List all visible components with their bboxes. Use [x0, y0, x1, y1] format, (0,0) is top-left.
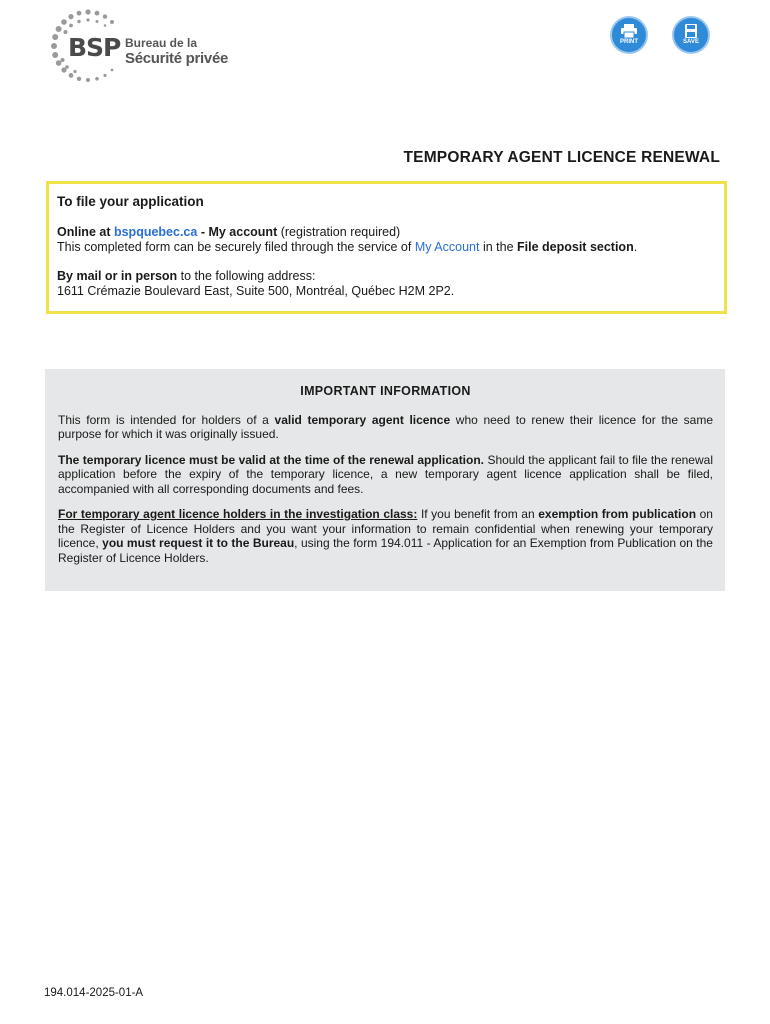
logo-text-line1: Bureau de la: [125, 36, 198, 50]
filed-middle: in the: [482, 240, 514, 254]
online-note: (registration required): [280, 225, 401, 239]
form-number: 194.014-2025-01-A: [44, 987, 144, 999]
save-button[interactable]: [672, 16, 710, 54]
print-label: PRINT: [620, 39, 638, 45]
info-paragraph-1: [58, 413, 713, 442]
filing-heading: To file your application: [57, 194, 204, 209]
bsp-logo: [50, 8, 250, 84]
filed-end: .: [633, 240, 638, 254]
address-line: 1611 Crémazie Boulevard East, Suite 500, Montréal, Québec H2M 2P2.: [57, 284, 455, 298]
p1-text-b: who need to renew their licence for the same purpose for which it was originally issued.: [58, 412, 713, 441]
filing-instructions-box: [46, 181, 727, 314]
logo-text-line2: Sécurité privée: [125, 50, 229, 67]
online-separator: - My account: [200, 225, 278, 239]
logo-abbreviation: BSP: [68, 33, 121, 62]
p3-text-c: , using the form 194.011 - Application for an Exemption from Publication on the Register of Licence Holders.: [58, 536, 713, 565]
p3-bold-1: exemption from publication: [538, 507, 697, 521]
info-paragraph-3: [58, 507, 713, 565]
p3-text-b: on the Register of Licence Holders and you want your information to remain confidential when renewing your temporary licence,: [58, 507, 713, 550]
my-account-link[interactable]: My Account: [414, 240, 480, 254]
info-paragraph-2: [58, 453, 713, 497]
p1-text-a: This form is intended for holders of a: [58, 412, 269, 427]
mail-bold: By mail or in person: [57, 269, 178, 283]
info-heading: IMPORTANT INFORMATION: [300, 384, 471, 398]
filed-line: [57, 240, 714, 255]
p1-bold: valid temporary agent licence: [274, 412, 451, 427]
file-deposit-section: File deposit section: [517, 240, 634, 254]
mail-rest: to the following address:: [180, 269, 316, 283]
online-line: [57, 225, 714, 240]
p3-underlined: For temporary agent licence holders in the investigation class:: [58, 507, 418, 521]
filed-text: This completed form can be securely filed through the service of: [57, 240, 412, 254]
p2-text: Should the applicant fail to file the renewal application before the expiry of the temporary licence, a new temporary agent licence application shall be filed, accompanied with all corresponding documents and fees.: [58, 452, 713, 496]
print-button[interactable]: [610, 16, 648, 54]
save-label: SAVE: [683, 39, 699, 45]
online-prefix: Online at: [57, 225, 111, 239]
p3-bold-2: you must request it to the Bureau: [102, 536, 295, 550]
bspquebec-link[interactable]: bspquebec.ca: [113, 225, 198, 239]
page-title: TEMPORARY AGENT LICENCE RENEWAL: [403, 149, 720, 166]
printer-icon: [620, 24, 638, 38]
floppy-disk-icon: [682, 24, 700, 38]
mail-line: [57, 269, 714, 284]
p3-text-a: If you benefit from an: [420, 507, 535, 521]
important-information-box: [45, 369, 725, 591]
p2-bold: The temporary licence must be valid at the time of the renewal application.: [58, 452, 485, 467]
